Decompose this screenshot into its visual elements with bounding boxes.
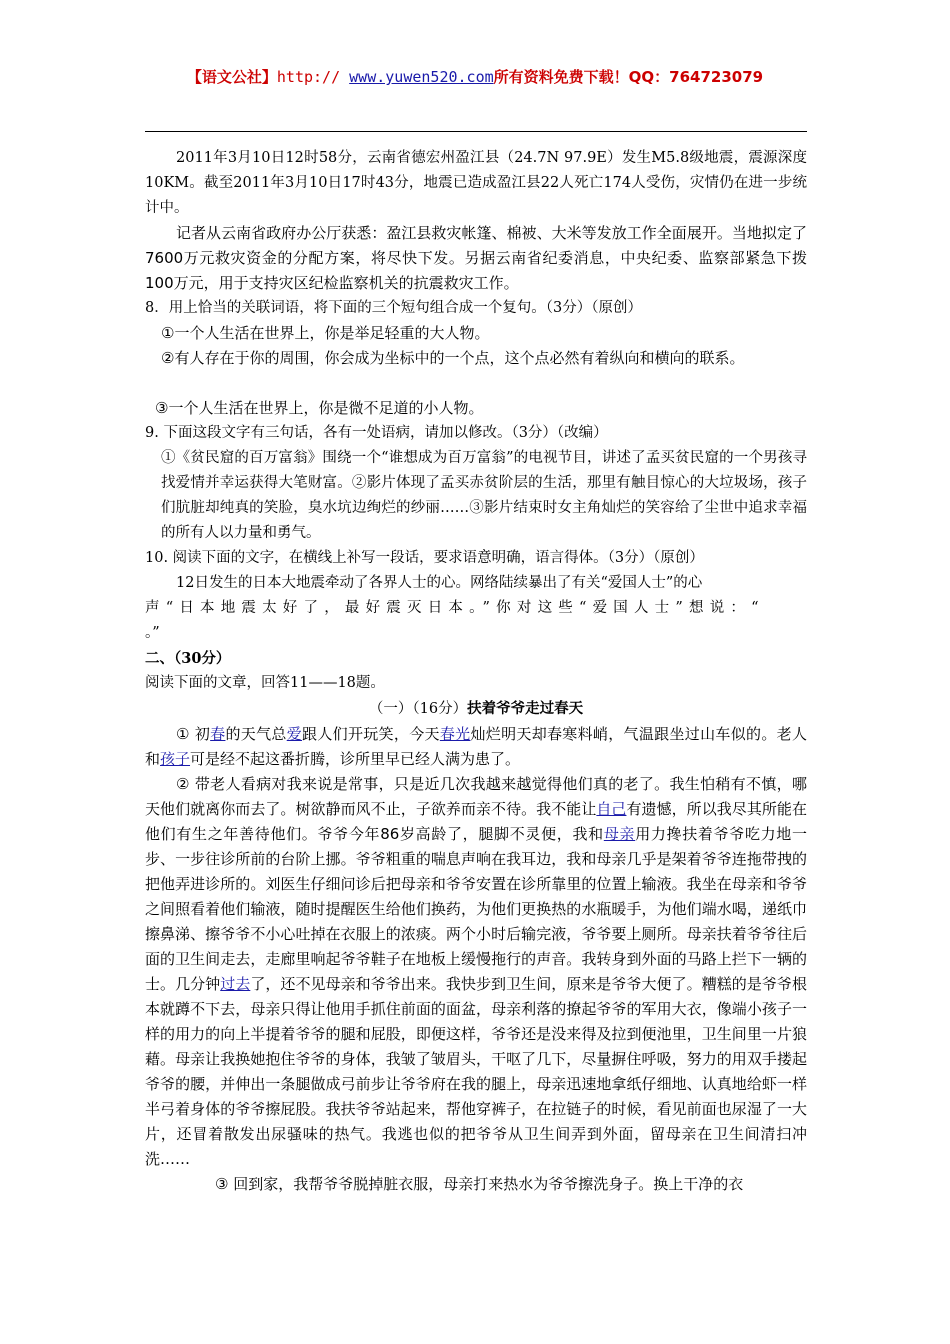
keyword-link[interactable]: 春光 — [439, 725, 471, 743]
text-run: 有遗憾，所以我尽其所能在他们有生之年善待他们。爷爷今年86岁高龄了，腿脚不灵便，我和 — [145, 800, 807, 843]
question-10-line-1: 12日发生的日本大地震牵动了各界人士的心。网络陆续暴出了有关“爱国人士”的心 — [176, 575, 703, 591]
question-10-line-3: 。” — [145, 625, 160, 641]
keyword-link[interactable]: 爱 — [286, 725, 303, 743]
keyword-link[interactable]: 春 — [210, 725, 226, 743]
page-header — [0, 66, 950, 87]
article-paragraph-3: ③ 回到家，我帮爷爷脱掉脏衣服，母亲打来热水为爷爷擦洗身子。换上干净的衣 — [215, 1175, 744, 1193]
text-run: 了，还不见母亲和爷爷出来。我快步到卫生间，原来是爷爷大便了。糟糕的是爷爷根本就蹲不下去，母亲只得让他用手抓住前面的面盆，母亲利落的撩起爷爷的军用大衣，像端小孩子一样的用力的向上半提着爷爷的腿和屁股，即便这样，爷爷还是没来得及拉到便池里，卫生间里一片狼藉。母亲让我换她抱住爷爷的身体，我皱了皱眉头，干呕了几下，尽量摒住呼吸，努力的用双手搂起爷爷的腰，并伸出一条腿做成弓前步让爷爷府在我的腿上，母亲迅速地拿纸仔细地、认真地给虾一样半弓着身体的爷爷擦屁股。我扶爷爷站起来，帮他穿裤子，在拉链子的时候，看见前面也尿湿了一大片，还冒着散发出尿骚味的热气。我逃也似的把爷爷从卫生间弄到外面，留母亲在卫生间清扫冲洗…… — [145, 975, 807, 1168]
keyword-link[interactable]: 母亲 — [603, 825, 636, 843]
keyword-link[interactable]: 自己 — [596, 800, 627, 818]
article-part-label: （一）（16分） — [368, 701, 468, 717]
question-10-line-2: 声“日本地震太好了，最好震灭日本。”你对这些“爱国人士”想说：“ — [145, 600, 765, 616]
text-run: 用力搀扶着爷爷吃力地一步、一步往诊所前的台阶上挪。爷爷粗重的喘息声响在我耳边，我和母亲几乎是架着爷爷连拖带拽的把他弄进诊所的。刘医生仔细问诊后把母亲和爷爷安置在诊所靠里的位置上输液。我坐在母亲和爷爷之间照看着他们输液，随时提醒医生给他们换药，为他们更换热的水瓶暖手，为他们端水喝，递纸巾擦鼻涕、擦爷爷不小心吐掉在衣服上的浓痰。两个小时后输完液，爷爷要上厕所。母亲扶着爷爷往后面的卫生间走去，走廊里响起爷爷鞋子在地板上缓慢拖行的声音。我转身到外面的马路上拦下一辆的士。几分钟 — [145, 825, 807, 993]
question-8-sentence-2: ②有人存在于你的周围，你会成为坐标中的一个点，这个点必然有着纵向和横向的联系。 — [161, 349, 745, 367]
text-run: 跟人们开玩笑，今天 — [302, 725, 440, 743]
text-run: ① 初 — [176, 725, 211, 743]
header-brand: 【语文公社】 — [186, 68, 277, 86]
section-2-instruction: 阅读下面的文章，回答11——18题。 — [145, 675, 385, 691]
answer-space — [145, 371, 807, 396]
quake-paragraph-1: 2011年3月10日12时58分，云南省德宏州盈江县（24.7N 97.9E）发生M5.8级地震，震源深度10KM。截至2011年3月10日17时43分，地震已造成盈江县22人死亡174人受伤，灾情仍在进一步统计中。 — [145, 150, 807, 216]
quake-paragraph-2: 记者从云南省政府办公厅获悉：盈江县救灾帐篷、棉被、大米等发放工作全面展开。当地拟定了7600万元救灾资金的分配方案，将尽快下发。另据云南省纪委消息，中央纪委、监察部紧急下拨100万元，用于支持灾区纪检监察机关的抗震救灾工作。 — [145, 224, 807, 292]
keyword-link[interactable]: 孩子 — [160, 750, 191, 768]
question-8-sentence-1: ①一个人生活在世界上，你是举足轻重的大人物。 — [161, 324, 490, 342]
document-body — [145, 146, 807, 1197]
question-8-sentence-3: ③一个人生活在世界上，你是微不足道的小人物。 — [155, 399, 484, 417]
text-run: 的天气总 — [225, 725, 287, 743]
text-run: 可是经不起这番折腾，诊所里早已经人满为患了。 — [190, 750, 521, 768]
article-heading — [145, 696, 807, 722]
header-protocol: http:// — [276, 68, 350, 86]
article-paragraph-1 — [145, 722, 807, 772]
question-9-stem: 9. 下面这段文字有三句话，各有一处语病，请加以修改。（3分）（改编） — [145, 425, 608, 441]
header-divider — [145, 131, 807, 132]
article-paragraph-2 — [145, 772, 807, 1172]
keyword-link[interactable]: 过去 — [220, 975, 251, 993]
text-run: ② 带老人看病对我来说是常事，只是近几次我越来越觉得他们真的老了。我生怕稍有不慎，哪天他们就离你而去了。树欲静而风不止，子欲养而亲不待。我不能让 — [145, 775, 807, 818]
question-9-passage: ①《贫民窟的百万富翁》围绕一个“谁想成为百万富翁”的电视节目，讲述了孟买贫民窟的一个男孩寻找爱情并幸运获得大笔财富。②影片体现了孟买赤贫阶层的生活，那里有触目惊心的大垃圾场，孩子们肮脏却纯真的笑脸，臭水坑边绚烂的纱丽……③影片结束时女主角灿烂的笑容给了尘世中追求幸福的所有人以力量和勇气。 — [161, 450, 807, 541]
header-slogan: 所有资料免费下载！QQ：764723079 — [493, 68, 764, 86]
section-2-title: 二、（30分） — [145, 650, 231, 667]
article-title: 扶着爷爷走过春天 — [467, 700, 584, 717]
header-website-link[interactable]: www.yuwen520.com — [349, 68, 494, 86]
question-8-stem: 8．用上恰当的关联词语，将下面的三个短句组合成一个复句。（3分）（原创） — [145, 300, 642, 316]
text-run: 灿烂明天却春寒料峭，气温跟坐过山车似的。老人和 — [145, 725, 807, 768]
question-10-stem: 10. 阅读下面的文字，在横线上补写一段话，要求语意明确，语言得体。（3分）（原创） — [145, 550, 704, 566]
